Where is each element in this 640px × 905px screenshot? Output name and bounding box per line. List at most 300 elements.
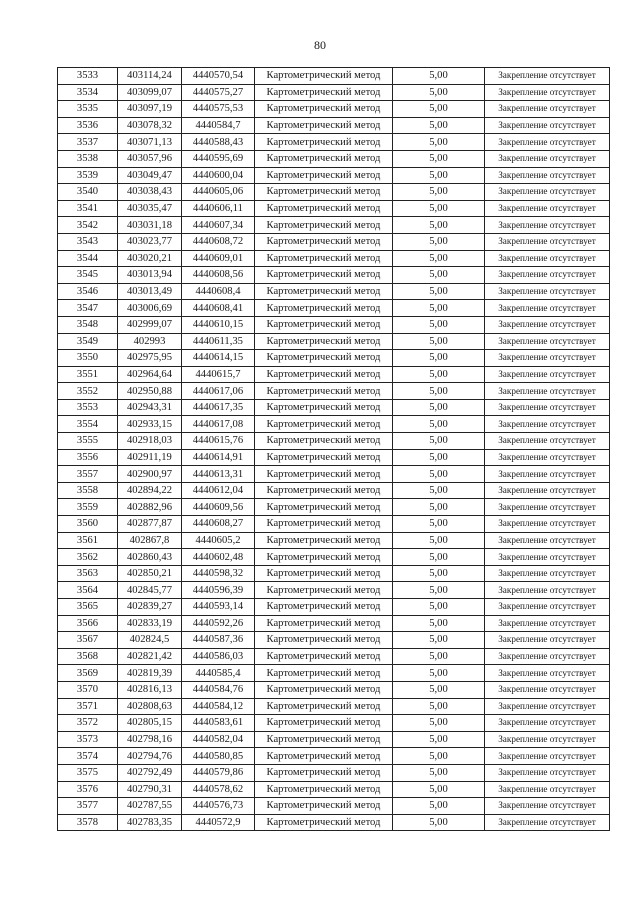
x-coordinate-cell: 403057,96 <box>118 150 182 167</box>
error-cell: 5,00 <box>393 648 485 665</box>
point-number-cell: 3539 <box>58 167 118 184</box>
y-coordinate-cell: 4440613,31 <box>182 466 255 483</box>
point-number-cell: 3556 <box>58 449 118 466</box>
table-row <box>58 599 610 616</box>
error-cell: 5,00 <box>393 267 485 284</box>
table-row <box>58 615 610 632</box>
x-coordinate-cell: 402943,31 <box>118 399 182 416</box>
point-number-cell: 3546 <box>58 283 118 300</box>
y-coordinate-cell: 4440617,06 <box>182 383 255 400</box>
x-coordinate-cell: 403099,07 <box>118 84 182 101</box>
x-coordinate-cell: 402839,27 <box>118 599 182 616</box>
x-coordinate-cell: 403071,13 <box>118 134 182 151</box>
point-number-cell: 3571 <box>58 698 118 715</box>
x-coordinate-cell: 402794,76 <box>118 748 182 765</box>
y-coordinate-cell: 4440584,12 <box>182 698 255 715</box>
y-coordinate-cell: 4440595,69 <box>182 150 255 167</box>
x-coordinate-cell: 403078,32 <box>118 117 182 134</box>
method-cell: Картометрический метод <box>255 84 393 101</box>
error-cell: 5,00 <box>393 665 485 682</box>
x-coordinate-cell: 402975,95 <box>118 350 182 367</box>
point-number-cell: 3559 <box>58 499 118 516</box>
fixation-cell: Закрепление отсутствует <box>485 698 610 715</box>
method-cell: Картометрический метод <box>255 350 393 367</box>
table-row <box>58 681 610 698</box>
page-number: 80 <box>314 38 326 52</box>
fixation-cell: Закрепление отсутствует <box>485 300 610 317</box>
x-coordinate-cell: 402867,8 <box>118 532 182 549</box>
method-cell: Картометрический метод <box>255 615 393 632</box>
method-cell: Картометрический метод <box>255 731 393 748</box>
fixation-cell: Закрепление отсутствует <box>485 134 610 151</box>
fixation-cell: Закрепление отсутствует <box>485 731 610 748</box>
y-coordinate-cell: 4440615,76 <box>182 433 255 450</box>
error-cell: 5,00 <box>393 632 485 649</box>
point-number-cell: 3578 <box>58 814 118 831</box>
method-cell: Картометрический метод <box>255 764 393 781</box>
method-cell: Картометрический метод <box>255 217 393 234</box>
fixation-cell: Закрепление отсутствует <box>485 748 610 765</box>
method-cell: Картометрический метод <box>255 565 393 582</box>
x-coordinate-cell: 402805,15 <box>118 715 182 732</box>
method-cell: Картометрический метод <box>255 698 393 715</box>
x-coordinate-cell: 402950,88 <box>118 383 182 400</box>
y-coordinate-cell: 4440608,27 <box>182 516 255 533</box>
x-coordinate-cell: 402845,77 <box>118 582 182 599</box>
x-coordinate-cell: 403006,69 <box>118 300 182 317</box>
y-coordinate-cell: 4440606,11 <box>182 200 255 217</box>
x-coordinate-cell: 402900,97 <box>118 466 182 483</box>
point-number-cell: 3541 <box>58 200 118 217</box>
point-number-cell: 3566 <box>58 615 118 632</box>
method-cell: Картометрический метод <box>255 516 393 533</box>
point-number-cell: 3575 <box>58 764 118 781</box>
point-number-cell: 3533 <box>58 68 118 85</box>
y-coordinate-cell: 4440598,32 <box>182 565 255 582</box>
x-coordinate-cell: 403038,43 <box>118 184 182 201</box>
method-cell: Картометрический метод <box>255 383 393 400</box>
fixation-cell: Закрепление отсутствует <box>485 499 610 516</box>
fixation-cell: Закрепление отсутствует <box>485 416 610 433</box>
error-cell: 5,00 <box>393 383 485 400</box>
error-cell: 5,00 <box>393 167 485 184</box>
y-coordinate-cell: 4440578,62 <box>182 781 255 798</box>
table-row <box>58 433 610 450</box>
point-number-cell: 3564 <box>58 582 118 599</box>
method-cell: Картометрический метод <box>255 366 393 383</box>
point-number-cell: 3572 <box>58 715 118 732</box>
method-cell: Картометрический метод <box>255 333 393 350</box>
point-number-cell: 3555 <box>58 433 118 450</box>
y-coordinate-cell: 4440612,04 <box>182 482 255 499</box>
fixation-cell: Закрепление отсутствует <box>485 167 610 184</box>
y-coordinate-cell: 4440610,15 <box>182 316 255 333</box>
y-coordinate-cell: 4440609,01 <box>182 250 255 267</box>
error-cell: 5,00 <box>393 316 485 333</box>
x-coordinate-cell: 402808,63 <box>118 698 182 715</box>
y-coordinate-cell: 4440608,72 <box>182 233 255 250</box>
error-cell: 5,00 <box>393 84 485 101</box>
error-cell: 5,00 <box>393 117 485 134</box>
method-cell: Картометрический метод <box>255 150 393 167</box>
error-cell: 5,00 <box>393 333 485 350</box>
table-row <box>58 316 610 333</box>
y-coordinate-cell: 4440608,41 <box>182 300 255 317</box>
fixation-cell: Закрепление отсутствует <box>485 283 610 300</box>
x-coordinate-cell: 402911,19 <box>118 449 182 466</box>
coordinates-table-body <box>58 68 610 831</box>
table-row <box>58 300 610 317</box>
method-cell: Картометрический метод <box>255 68 393 85</box>
method-cell: Картометрический метод <box>255 184 393 201</box>
method-cell: Картометрический метод <box>255 449 393 466</box>
x-coordinate-cell: 402816,13 <box>118 681 182 698</box>
x-coordinate-cell: 402894,22 <box>118 482 182 499</box>
method-cell: Картометрический метод <box>255 200 393 217</box>
fixation-cell: Закрепление отсутствует <box>485 648 610 665</box>
error-cell: 5,00 <box>393 466 485 483</box>
table-row <box>58 267 610 284</box>
point-number-cell: 3535 <box>58 101 118 118</box>
point-number-cell: 3536 <box>58 117 118 134</box>
y-coordinate-cell: 4440609,56 <box>182 499 255 516</box>
error-cell: 5,00 <box>393 416 485 433</box>
method-cell: Картометрический метод <box>255 316 393 333</box>
method-cell: Картометрический метод <box>255 482 393 499</box>
fixation-cell: Закрепление отсутствует <box>485 316 610 333</box>
error-cell: 5,00 <box>393 565 485 582</box>
table-row <box>58 748 610 765</box>
fixation-cell: Закрепление отсутствует <box>485 150 610 167</box>
y-coordinate-cell: 4440614,15 <box>182 350 255 367</box>
y-coordinate-cell: 4440572,9 <box>182 814 255 831</box>
table-row <box>58 632 610 649</box>
y-coordinate-cell: 4440579,86 <box>182 764 255 781</box>
point-number-cell: 3544 <box>58 250 118 267</box>
method-cell: Картометрический метод <box>255 549 393 566</box>
point-number-cell: 3545 <box>58 267 118 284</box>
table-row <box>58 582 610 599</box>
fixation-cell: Закрепление отсутствует <box>485 383 610 400</box>
fixation-cell: Закрепление отсутствует <box>485 200 610 217</box>
x-coordinate-cell: 402860,43 <box>118 549 182 566</box>
point-number-cell: 3548 <box>58 316 118 333</box>
method-cell: Картометрический метод <box>255 117 393 134</box>
method-cell: Картометрический метод <box>255 134 393 151</box>
error-cell: 5,00 <box>393 283 485 300</box>
table-row <box>58 399 610 416</box>
fixation-cell: Закрепление отсутствует <box>485 764 610 781</box>
error-cell: 5,00 <box>393 615 485 632</box>
fixation-cell: Закрепление отсутствует <box>485 117 610 134</box>
method-cell: Картометрический метод <box>255 814 393 831</box>
method-cell: Картометрический метод <box>255 267 393 284</box>
method-cell: Картометрический метод <box>255 599 393 616</box>
point-number-cell: 3574 <box>58 748 118 765</box>
point-number-cell: 3567 <box>58 632 118 649</box>
point-number-cell: 3551 <box>58 366 118 383</box>
y-coordinate-cell: 4440593,14 <box>182 599 255 616</box>
point-number-cell: 3563 <box>58 565 118 582</box>
fixation-cell: Закрепление отсутствует <box>485 681 610 698</box>
x-coordinate-cell: 402918,03 <box>118 433 182 450</box>
x-coordinate-cell: 402790,31 <box>118 781 182 798</box>
error-cell: 5,00 <box>393 698 485 715</box>
error-cell: 5,00 <box>393 748 485 765</box>
error-cell: 5,00 <box>393 101 485 118</box>
table-row <box>58 233 610 250</box>
y-coordinate-cell: 4440570,54 <box>182 68 255 85</box>
y-coordinate-cell: 4440585,4 <box>182 665 255 682</box>
point-number-cell: 3553 <box>58 399 118 416</box>
error-cell: 5,00 <box>393 482 485 499</box>
error-cell: 5,00 <box>393 449 485 466</box>
x-coordinate-cell: 402821,42 <box>118 648 182 665</box>
table-row <box>58 731 610 748</box>
fixation-cell: Закрепление отсутствует <box>485 565 610 582</box>
error-cell: 5,00 <box>393 184 485 201</box>
table-row <box>58 698 610 715</box>
method-cell: Картометрический метод <box>255 433 393 450</box>
y-coordinate-cell: 4440592,26 <box>182 615 255 632</box>
table-row <box>58 565 610 582</box>
x-coordinate-cell: 402833,19 <box>118 615 182 632</box>
fixation-cell: Закрепление отсутствует <box>485 350 610 367</box>
method-cell: Картометрический метод <box>255 681 393 698</box>
point-number-cell: 3554 <box>58 416 118 433</box>
point-number-cell: 3540 <box>58 184 118 201</box>
table-row <box>58 333 610 350</box>
table-row <box>58 167 610 184</box>
x-coordinate-cell: 403013,49 <box>118 283 182 300</box>
x-coordinate-cell: 402798,16 <box>118 731 182 748</box>
point-number-cell: 3549 <box>58 333 118 350</box>
error-cell: 5,00 <box>393 233 485 250</box>
coordinates-table <box>57 67 610 831</box>
fixation-cell: Закрепление отсутствует <box>485 217 610 234</box>
x-coordinate-cell: 403049,47 <box>118 167 182 184</box>
error-cell: 5,00 <box>393 499 485 516</box>
y-coordinate-cell: 4440575,53 <box>182 101 255 118</box>
fixation-cell: Закрепление отсутствует <box>485 599 610 616</box>
method-cell: Картометрический метод <box>255 582 393 599</box>
table-row <box>58 134 610 151</box>
method-cell: Картометрический метод <box>255 399 393 416</box>
error-cell: 5,00 <box>393 549 485 566</box>
x-coordinate-cell: 403013,94 <box>118 267 182 284</box>
fixation-cell: Закрепление отсутствует <box>485 516 610 533</box>
table-row <box>58 117 610 134</box>
point-number-cell: 3537 <box>58 134 118 151</box>
table-row <box>58 150 610 167</box>
point-number-cell: 3552 <box>58 383 118 400</box>
fixation-cell: Закрепление отсутствует <box>485 632 610 649</box>
fixation-cell: Закрепление отсутствует <box>485 532 610 549</box>
y-coordinate-cell: 4440587,36 <box>182 632 255 649</box>
point-number-cell: 3557 <box>58 466 118 483</box>
error-cell: 5,00 <box>393 532 485 549</box>
point-number-cell: 3543 <box>58 233 118 250</box>
point-number-cell: 3558 <box>58 482 118 499</box>
point-number-cell: 3560 <box>58 516 118 533</box>
point-number-cell: 3573 <box>58 731 118 748</box>
point-number-cell: 3534 <box>58 84 118 101</box>
error-cell: 5,00 <box>393 681 485 698</box>
y-coordinate-cell: 4440588,43 <box>182 134 255 151</box>
x-coordinate-cell: 402783,35 <box>118 814 182 831</box>
fixation-cell: Закрепление отсутствует <box>485 366 610 383</box>
fixation-cell: Закрепление отсутствует <box>485 267 610 284</box>
table-row <box>58 383 610 400</box>
y-coordinate-cell: 4440617,08 <box>182 416 255 433</box>
error-cell: 5,00 <box>393 250 485 267</box>
x-coordinate-cell: 402882,96 <box>118 499 182 516</box>
table-row <box>58 84 610 101</box>
x-coordinate-cell: 402792,49 <box>118 764 182 781</box>
table-row <box>58 798 610 815</box>
table-row <box>58 449 610 466</box>
y-coordinate-cell: 4440611,35 <box>182 333 255 350</box>
fixation-cell: Закрепление отсутствует <box>485 665 610 682</box>
table-row <box>58 648 610 665</box>
error-cell: 5,00 <box>393 217 485 234</box>
error-cell: 5,00 <box>393 731 485 748</box>
table-row <box>58 366 610 383</box>
method-cell: Картометрический метод <box>255 499 393 516</box>
fixation-cell: Закрепление отсутствует <box>485 184 610 201</box>
method-cell: Картометрический метод <box>255 748 393 765</box>
point-number-cell: 3538 <box>58 150 118 167</box>
point-number-cell: 3550 <box>58 350 118 367</box>
table-row <box>58 200 610 217</box>
fixation-cell: Закрепление отсутствует <box>485 814 610 831</box>
x-coordinate-cell: 402850,21 <box>118 565 182 582</box>
x-coordinate-cell: 402819,39 <box>118 665 182 682</box>
table-row <box>58 814 610 831</box>
table-row <box>58 499 610 516</box>
y-coordinate-cell: 4440583,61 <box>182 715 255 732</box>
method-cell: Картометрический метод <box>255 798 393 815</box>
x-coordinate-cell: 402993 <box>118 333 182 350</box>
table-row <box>58 350 610 367</box>
y-coordinate-cell: 4440617,35 <box>182 399 255 416</box>
error-cell: 5,00 <box>393 582 485 599</box>
y-coordinate-cell: 4440600,04 <box>182 167 255 184</box>
fixation-cell: Закрепление отсутствует <box>485 84 610 101</box>
x-coordinate-cell: 403031,18 <box>118 217 182 234</box>
x-coordinate-cell: 403023,77 <box>118 233 182 250</box>
x-coordinate-cell: 403097,19 <box>118 101 182 118</box>
method-cell: Картометрический метод <box>255 715 393 732</box>
table-row <box>58 549 610 566</box>
fixation-cell: Закрепление отсутствует <box>485 549 610 566</box>
fixation-cell: Закрепление отсутствует <box>485 466 610 483</box>
x-coordinate-cell: 403020,21 <box>118 250 182 267</box>
error-cell: 5,00 <box>393 798 485 815</box>
point-number-cell: 3568 <box>58 648 118 665</box>
fixation-cell: Закрепление отсутствует <box>485 798 610 815</box>
fixation-cell: Закрепление отсутствует <box>485 433 610 450</box>
x-coordinate-cell: 403114,24 <box>118 68 182 85</box>
method-cell: Картометрический метод <box>255 167 393 184</box>
point-number-cell: 3562 <box>58 549 118 566</box>
y-coordinate-cell: 4440576,73 <box>182 798 255 815</box>
error-cell: 5,00 <box>393 433 485 450</box>
point-number-cell: 3569 <box>58 665 118 682</box>
y-coordinate-cell: 4440607,34 <box>182 217 255 234</box>
table-row <box>58 516 610 533</box>
table-row <box>58 781 610 798</box>
error-cell: 5,00 <box>393 599 485 616</box>
error-cell: 5,00 <box>393 150 485 167</box>
y-coordinate-cell: 4440575,27 <box>182 84 255 101</box>
fixation-cell: Закрепление отсутствует <box>485 399 610 416</box>
fixation-cell: Закрепление отсутствует <box>485 101 610 118</box>
table-row <box>58 283 610 300</box>
error-cell: 5,00 <box>393 366 485 383</box>
method-cell: Картометрический метод <box>255 250 393 267</box>
y-coordinate-cell: 4440584,7 <box>182 117 255 134</box>
table-row <box>58 68 610 85</box>
table-row <box>58 532 610 549</box>
x-coordinate-cell: 402933,15 <box>118 416 182 433</box>
y-coordinate-cell: 4440608,56 <box>182 267 255 284</box>
point-number-cell: 3547 <box>58 300 118 317</box>
fixation-cell: Закрепление отсутствует <box>485 333 610 350</box>
x-coordinate-cell: 402824,5 <box>118 632 182 649</box>
method-cell: Картометрический метод <box>255 648 393 665</box>
method-cell: Картометрический метод <box>255 101 393 118</box>
point-number-cell: 3570 <box>58 681 118 698</box>
method-cell: Картометрический метод <box>255 283 393 300</box>
table-row <box>58 217 610 234</box>
y-coordinate-cell: 4440605,06 <box>182 184 255 201</box>
method-cell: Картометрический метод <box>255 466 393 483</box>
fixation-cell: Закрепление отсутствует <box>485 233 610 250</box>
table-row <box>58 184 610 201</box>
table-row <box>58 482 610 499</box>
y-coordinate-cell: 4440614,91 <box>182 449 255 466</box>
fixation-cell: Закрепление отсутствует <box>485 482 610 499</box>
y-coordinate-cell: 4440596,39 <box>182 582 255 599</box>
table-row <box>58 715 610 732</box>
error-cell: 5,00 <box>393 399 485 416</box>
fixation-cell: Закрепление отсутствует <box>485 715 610 732</box>
method-cell: Картометрический метод <box>255 665 393 682</box>
y-coordinate-cell: 4440608,4 <box>182 283 255 300</box>
point-number-cell: 3576 <box>58 781 118 798</box>
method-cell: Картометрический метод <box>255 632 393 649</box>
method-cell: Картометрический метод <box>255 781 393 798</box>
error-cell: 5,00 <box>393 814 485 831</box>
x-coordinate-cell: 402964,64 <box>118 366 182 383</box>
fixation-cell: Закрепление отсутствует <box>485 449 610 466</box>
y-coordinate-cell: 4440602,48 <box>182 549 255 566</box>
y-coordinate-cell: 4440586,03 <box>182 648 255 665</box>
table-row <box>58 466 610 483</box>
error-cell: 5,00 <box>393 134 485 151</box>
error-cell: 5,00 <box>393 781 485 798</box>
x-coordinate-cell: 402787,55 <box>118 798 182 815</box>
method-cell: Картометрический метод <box>255 300 393 317</box>
error-cell: 5,00 <box>393 300 485 317</box>
method-cell: Картометрический метод <box>255 233 393 250</box>
x-coordinate-cell: 402877,87 <box>118 516 182 533</box>
table-row <box>58 416 610 433</box>
point-number-cell: 3565 <box>58 599 118 616</box>
y-coordinate-cell: 4440584,76 <box>182 681 255 698</box>
error-cell: 5,00 <box>393 516 485 533</box>
